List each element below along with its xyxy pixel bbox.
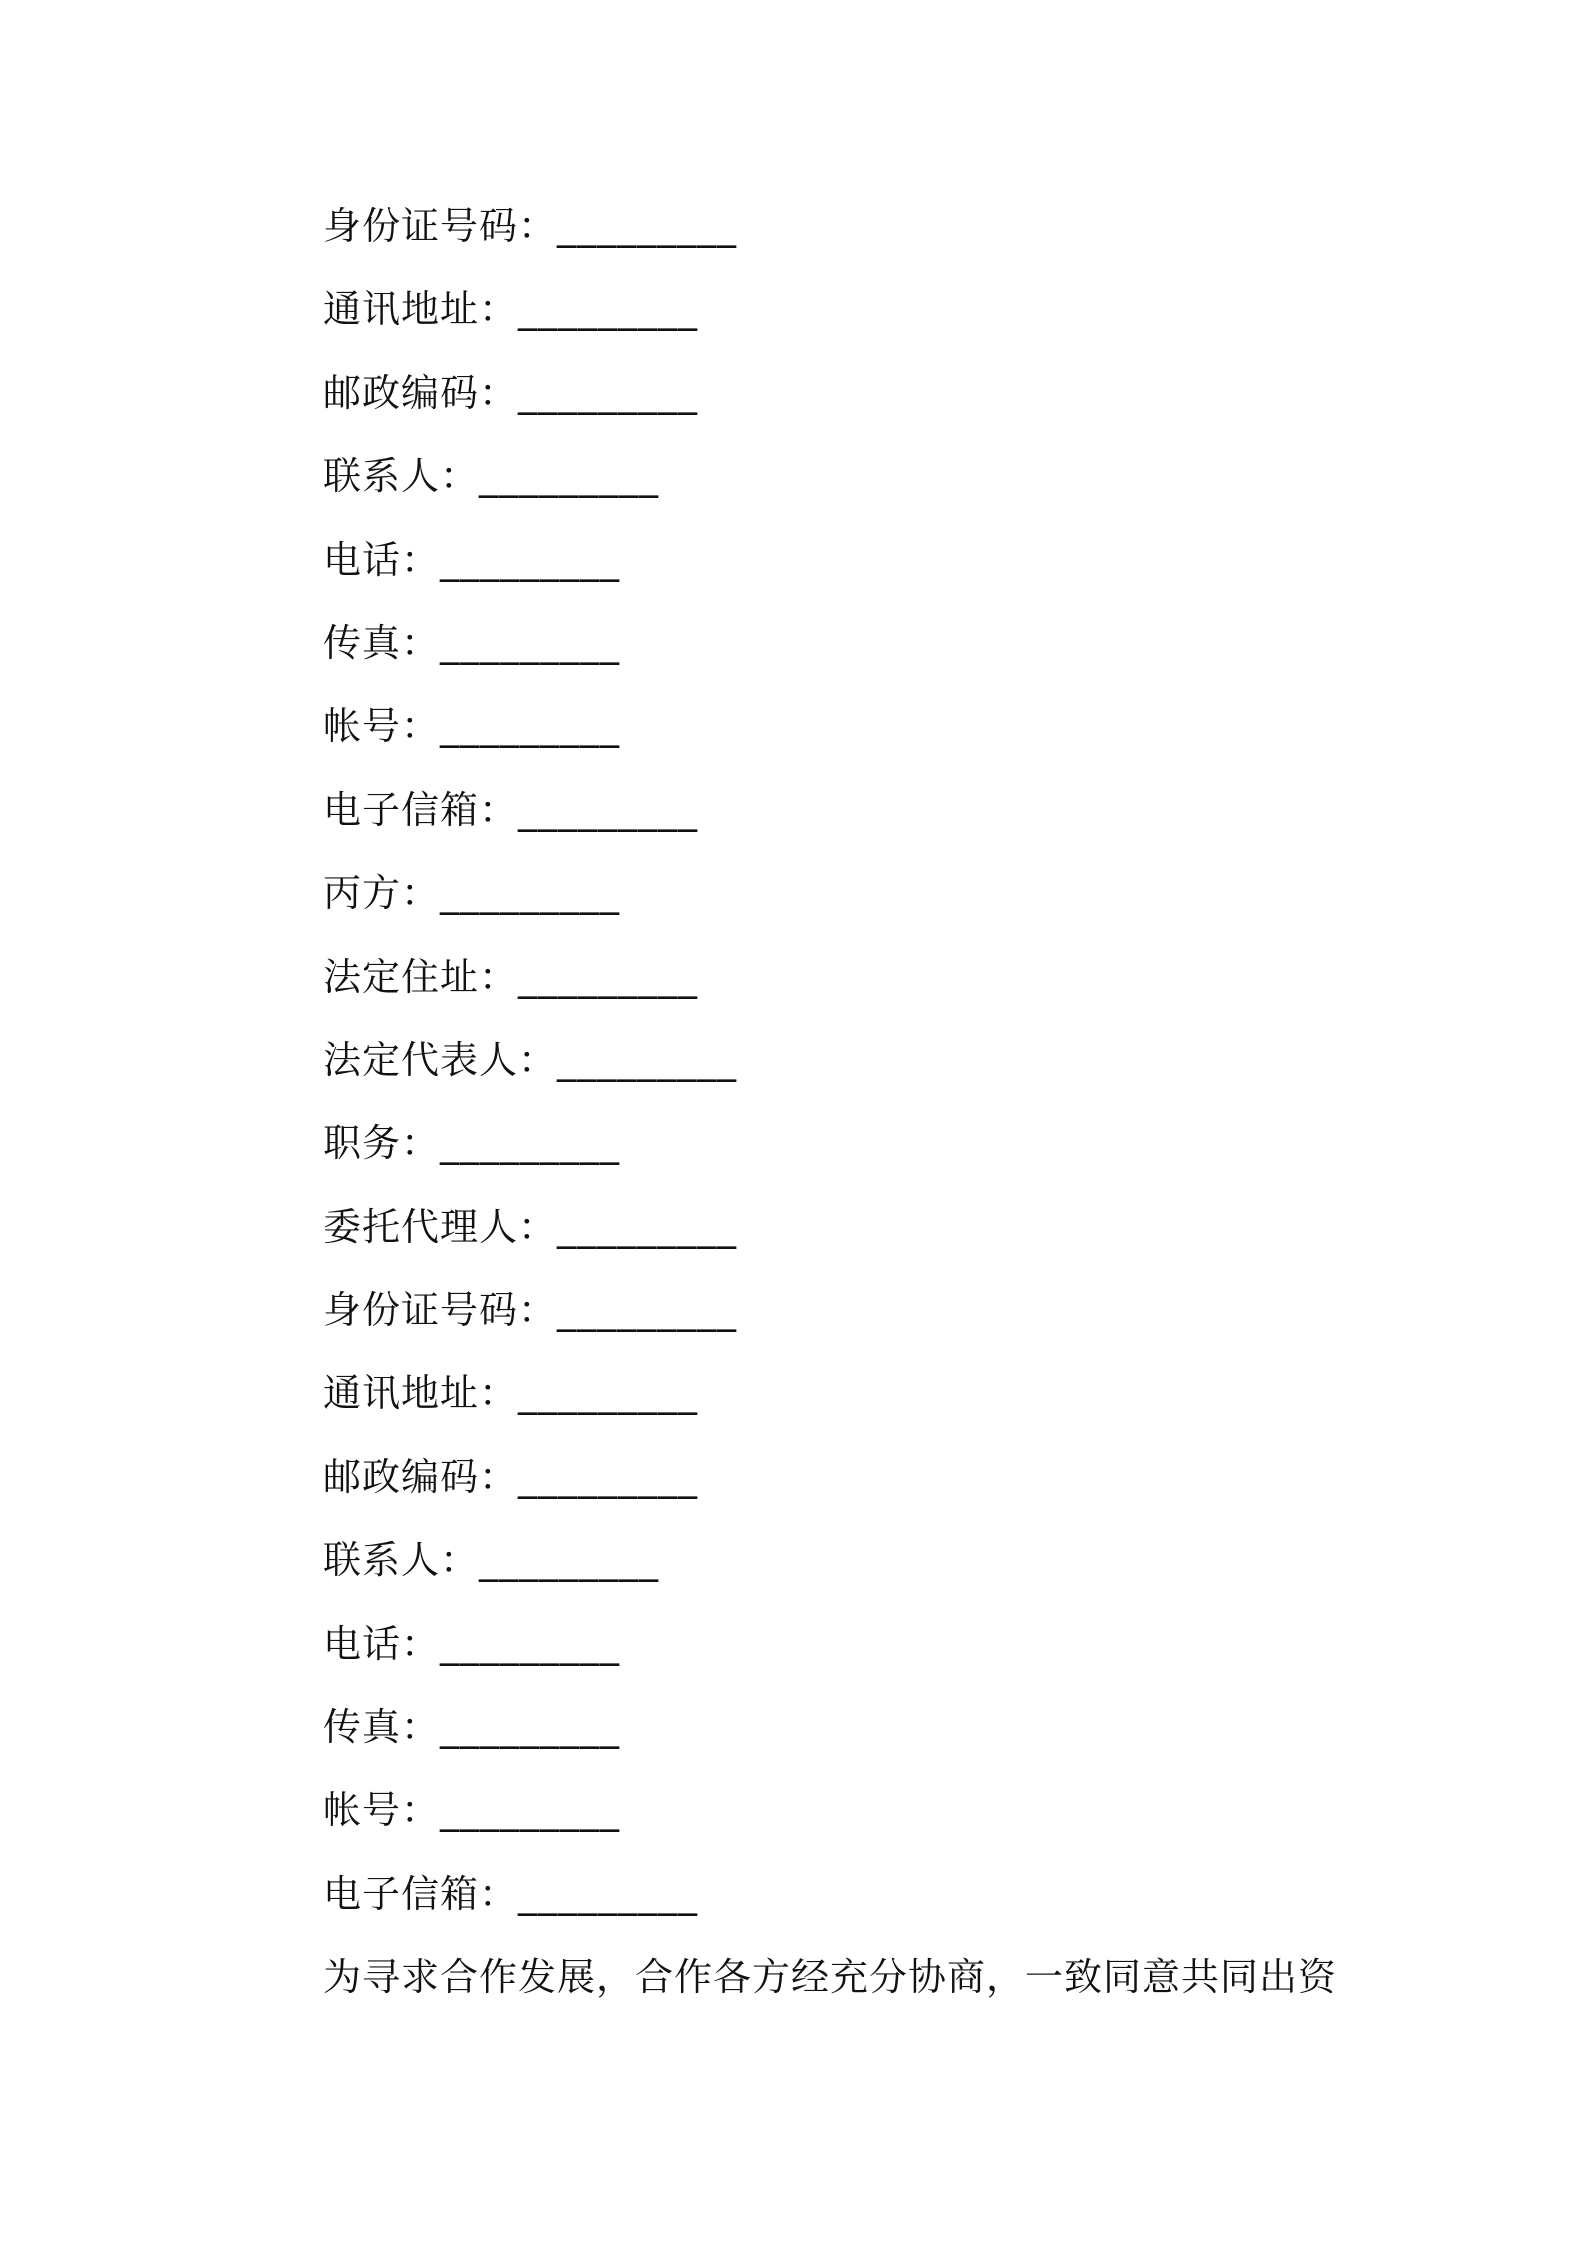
field-email: 电子信箱：_________ — [323, 787, 699, 832]
field-fax: 传真：_________ — [323, 620, 621, 665]
field-legal-address: 法定住址：_________ — [323, 954, 699, 999]
field-fax: 传真：_________ — [323, 1705, 621, 1750]
field-postal-code: 邮政编码：_________ — [323, 370, 699, 415]
field-mailing-address: 通讯地址：_________ — [323, 287, 699, 332]
field-id-number: 身份证号码：_________ — [323, 1288, 738, 1333]
field-party-c: 丙方：_________ — [323, 871, 621, 916]
field-contact-person: 联系人：_________ — [323, 1538, 660, 1583]
field-position: 职务：_________ — [323, 1121, 621, 1166]
field-email: 电子信箱：_________ — [323, 1871, 699, 1916]
field-phone: 电话：_________ — [323, 1621, 621, 1666]
closing-paragraph: 为寻求合作发展，合作各方经充分协商，一致同意共同出资 — [323, 1955, 1338, 2000]
field-legal-representative: 法定代表人：_________ — [323, 1037, 738, 1082]
field-phone: 电话：_________ — [323, 537, 621, 582]
document-body — [323, 196, 1363, 2007]
field-id-number: 身份证号码：_________ — [323, 204, 738, 248]
field-mailing-address: 通讯地址：_________ — [323, 1371, 699, 1416]
field-postal-code: 邮政编码：_________ — [323, 1454, 699, 1499]
field-authorized-agent: 委托代理人：_________ — [323, 1204, 738, 1249]
field-contact-person: 联系人：_________ — [323, 454, 660, 499]
field-account: 帐号：_________ — [323, 1788, 621, 1833]
field-account: 帐号：_________ — [323, 704, 621, 749]
